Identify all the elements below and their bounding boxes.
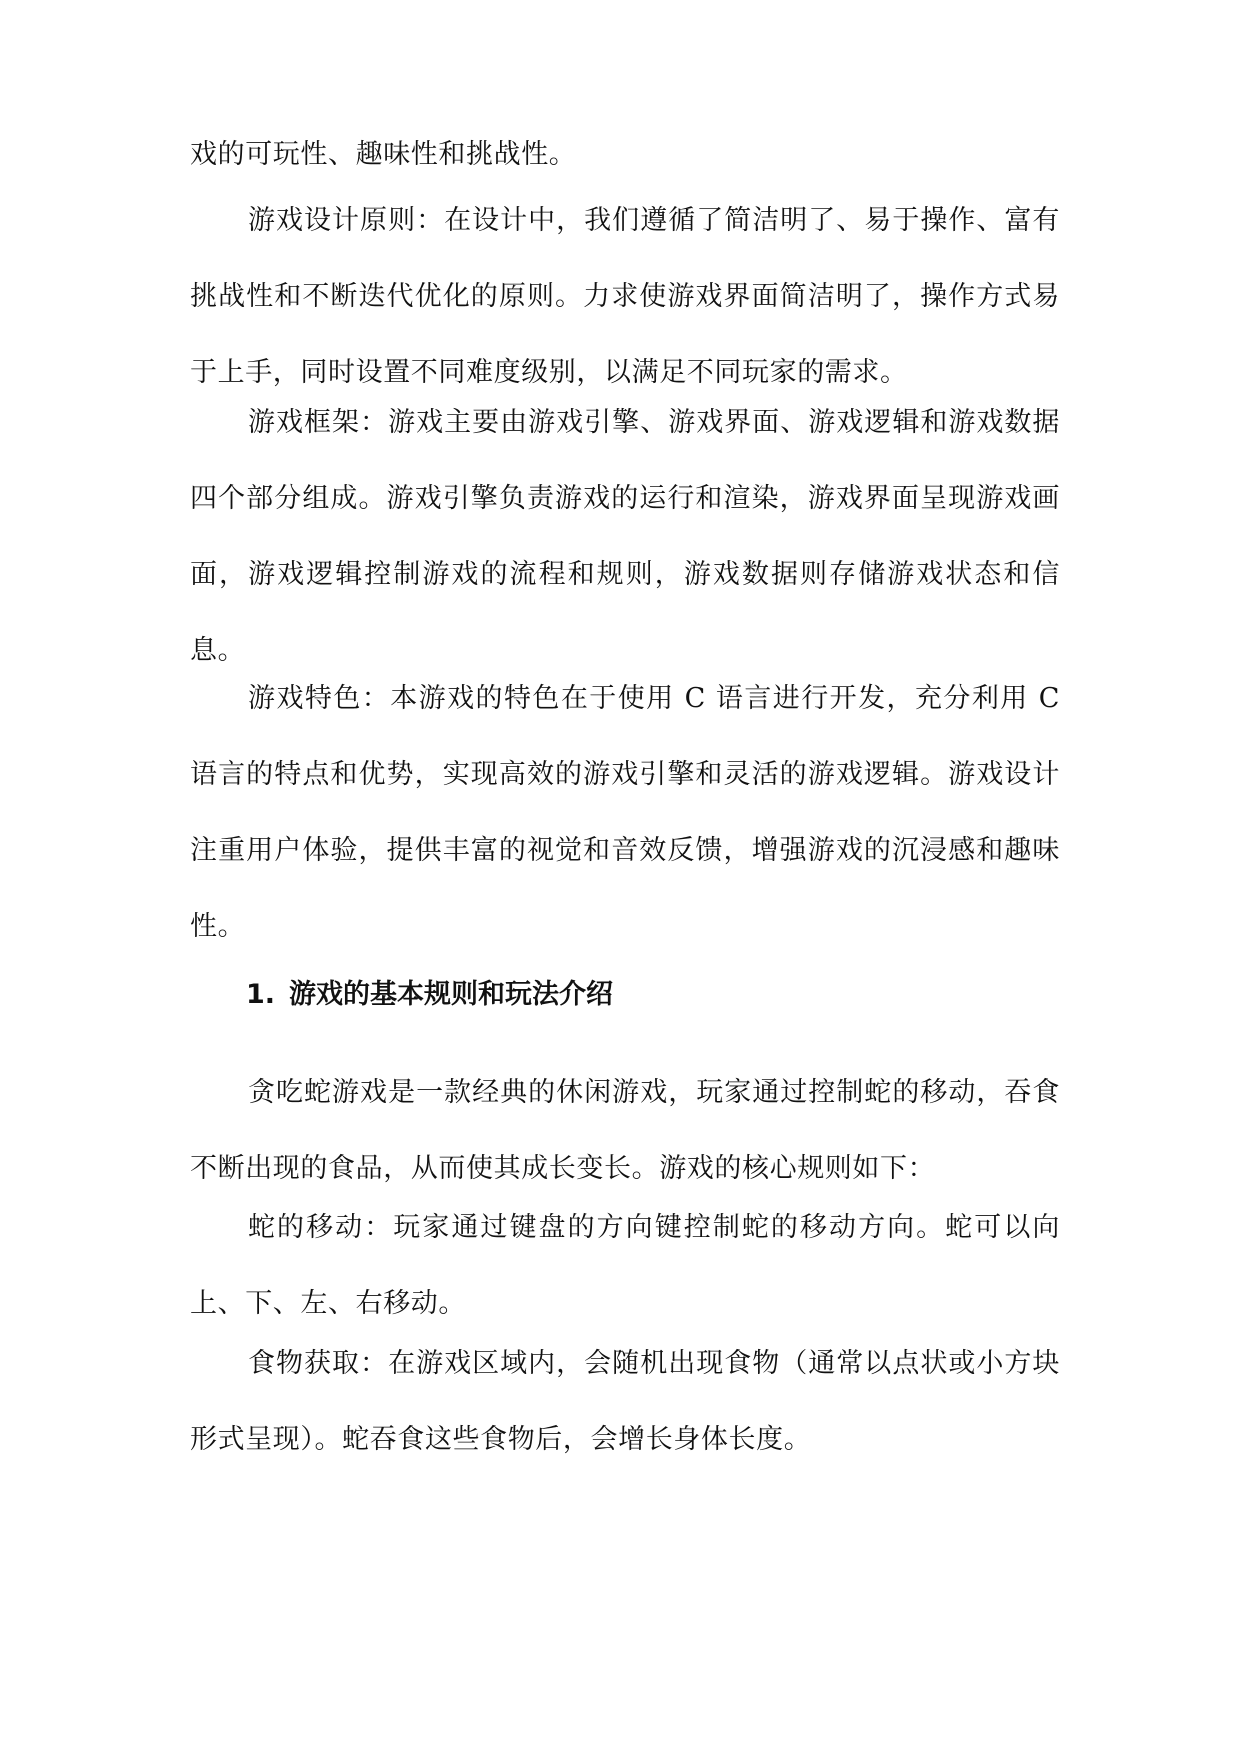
- paragraph-food-acquisition: 食物获取：在游戏区域内，会随机出现食物（通常以点状或小方块形式呈现）。蛇吞食这些食物后，会增长身体长度。: [190, 1348, 1060, 1455]
- section-heading: [246, 975, 1060, 1015]
- paragraph-continuation: 戏的可玩性、趣味性和挑战性。: [190, 139, 577, 170]
- section-number: 1.: [246, 979, 276, 1010]
- paragraph-design-principles: 游戏设计原则：在设计中，我们遵循了简洁明了、易于操作、富有挑战性和不断迭代优化的原则。力求使游戏界面简洁明了，操作方式易于上手，同时设置不同难度级别，以满足不同玩家的需求。: [190, 205, 1060, 388]
- paragraph-rules-intro: 贪吃蛇游戏是一款经典的休闲游戏，玩家通过控制蛇的移动，吞食不断出现的食品，从而使其成长变长。游戏的核心规则如下：: [190, 1077, 1060, 1184]
- section-title: 游戏的基本规则和玩法介绍: [289, 979, 614, 1010]
- paragraph-game-framework: 游戏框架：游戏主要由游戏引擎、游戏界面、游戏逻辑和游戏数据四个部分组成。游戏引擎负责游戏的运行和渲染，游戏界面呈现游戏画面，游戏逻辑控制游戏的流程和规则，游戏数据则存储游戏状态和信息。: [190, 407, 1060, 666]
- paragraph-snake-movement: 蛇的移动：玩家通过键盘的方向键控制蛇的移动方向。蛇可以向上、下、左、右移动。: [190, 1212, 1060, 1319]
- paragraph-game-features: 游戏特色：本游戏的特色在于使用 C 语言进行开发，充分利用 C 语言的特点和优势，实现高效的游戏引擎和灵活的游戏逻辑。游戏设计注重用户体验，提供丰富的视觉和音效反馈，增强游戏的沉浸感和趣味性。: [190, 683, 1060, 942]
